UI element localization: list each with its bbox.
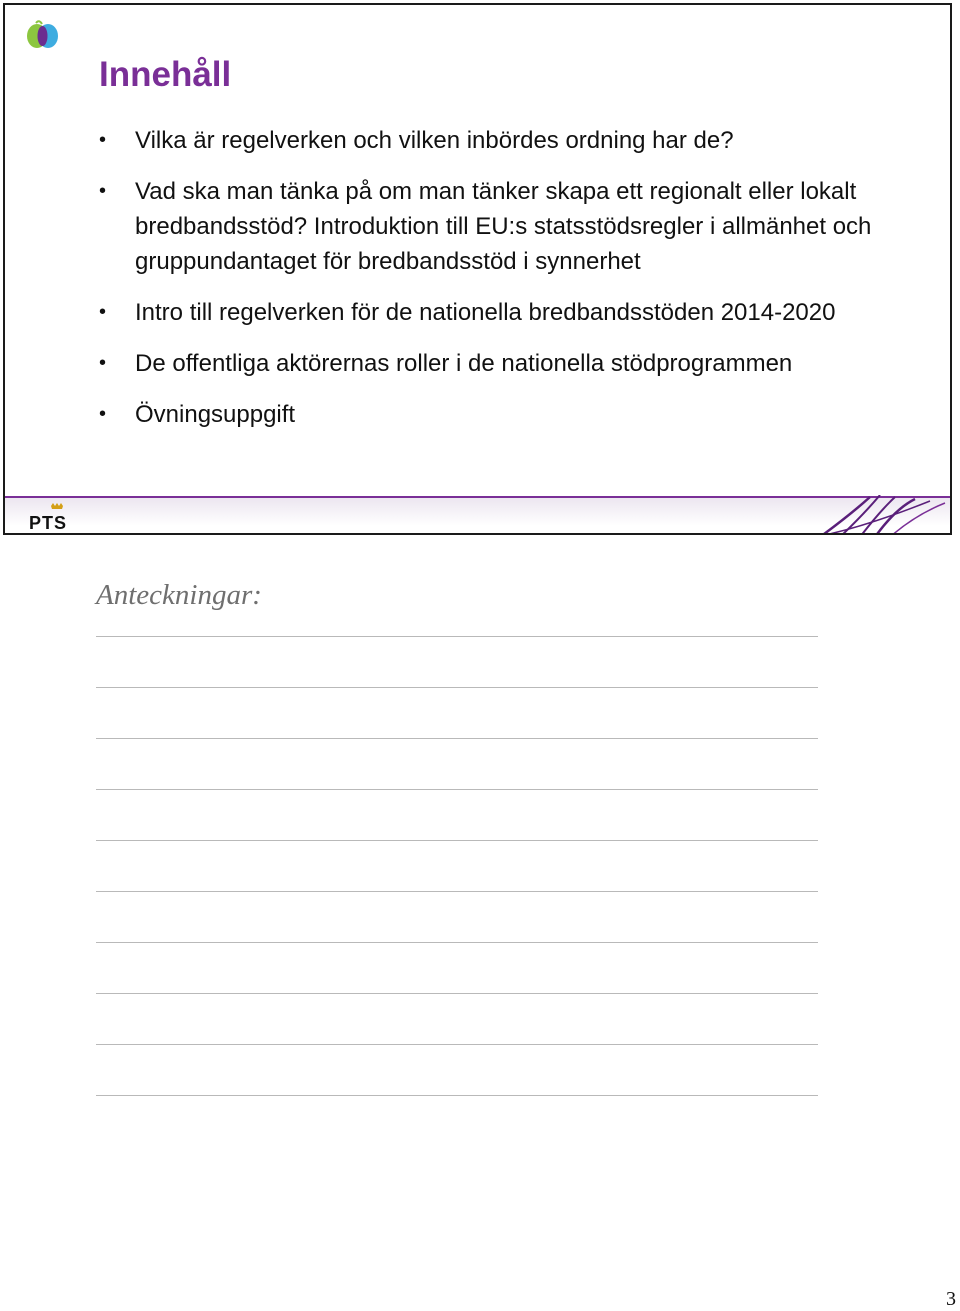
bullet-icon: • [99, 403, 107, 425]
bullet-icon: • [99, 180, 107, 202]
notes-line [96, 636, 818, 637]
notes-line [96, 687, 818, 688]
list-item: • Vad ska man tänka på om man tänker skapa ett regionalt eller lokalt bredbandsstöd? Introduktion till EU:s statsstödsregler i allmänhet och gruppundantaget för bredbandsstöd i synnerhet [97, 174, 897, 279]
notes-line [96, 840, 818, 841]
bullet-icon: • [99, 352, 107, 374]
slide-frame [3, 3, 952, 535]
notes-line [96, 891, 818, 892]
page-number: 3 [946, 1288, 956, 1310]
decorative-swoosh-icon [820, 495, 950, 535]
slide-title: Innehåll [99, 55, 232, 94]
list-item: • Övningsuppgift [97, 397, 897, 432]
notes-line [96, 738, 818, 739]
list-item: • Vilka är regelverken och vilken inbördes ordning har de? [97, 123, 897, 158]
notes-line [96, 993, 818, 994]
notes-line [96, 1044, 818, 1045]
bullet-list [97, 123, 897, 448]
notes-line [96, 789, 818, 790]
bullet-icon: • [99, 301, 107, 323]
notes-line [96, 1095, 818, 1096]
list-item: • Intro till regelverken för de nationella bredbandsstöden 2014-2020 [97, 295, 897, 330]
balloon-logo-icon [21, 17, 63, 51]
notes-label: Anteckningar: [96, 579, 262, 611]
bullet-icon: • [99, 129, 107, 151]
list-item: • De offentliga aktörernas roller i de nationella stödprogrammen [97, 346, 897, 381]
svg-text:PTS: PTS [29, 513, 68, 532]
pts-logo-icon [27, 502, 85, 532]
footer-band [5, 498, 950, 535]
notes-line [96, 942, 818, 943]
